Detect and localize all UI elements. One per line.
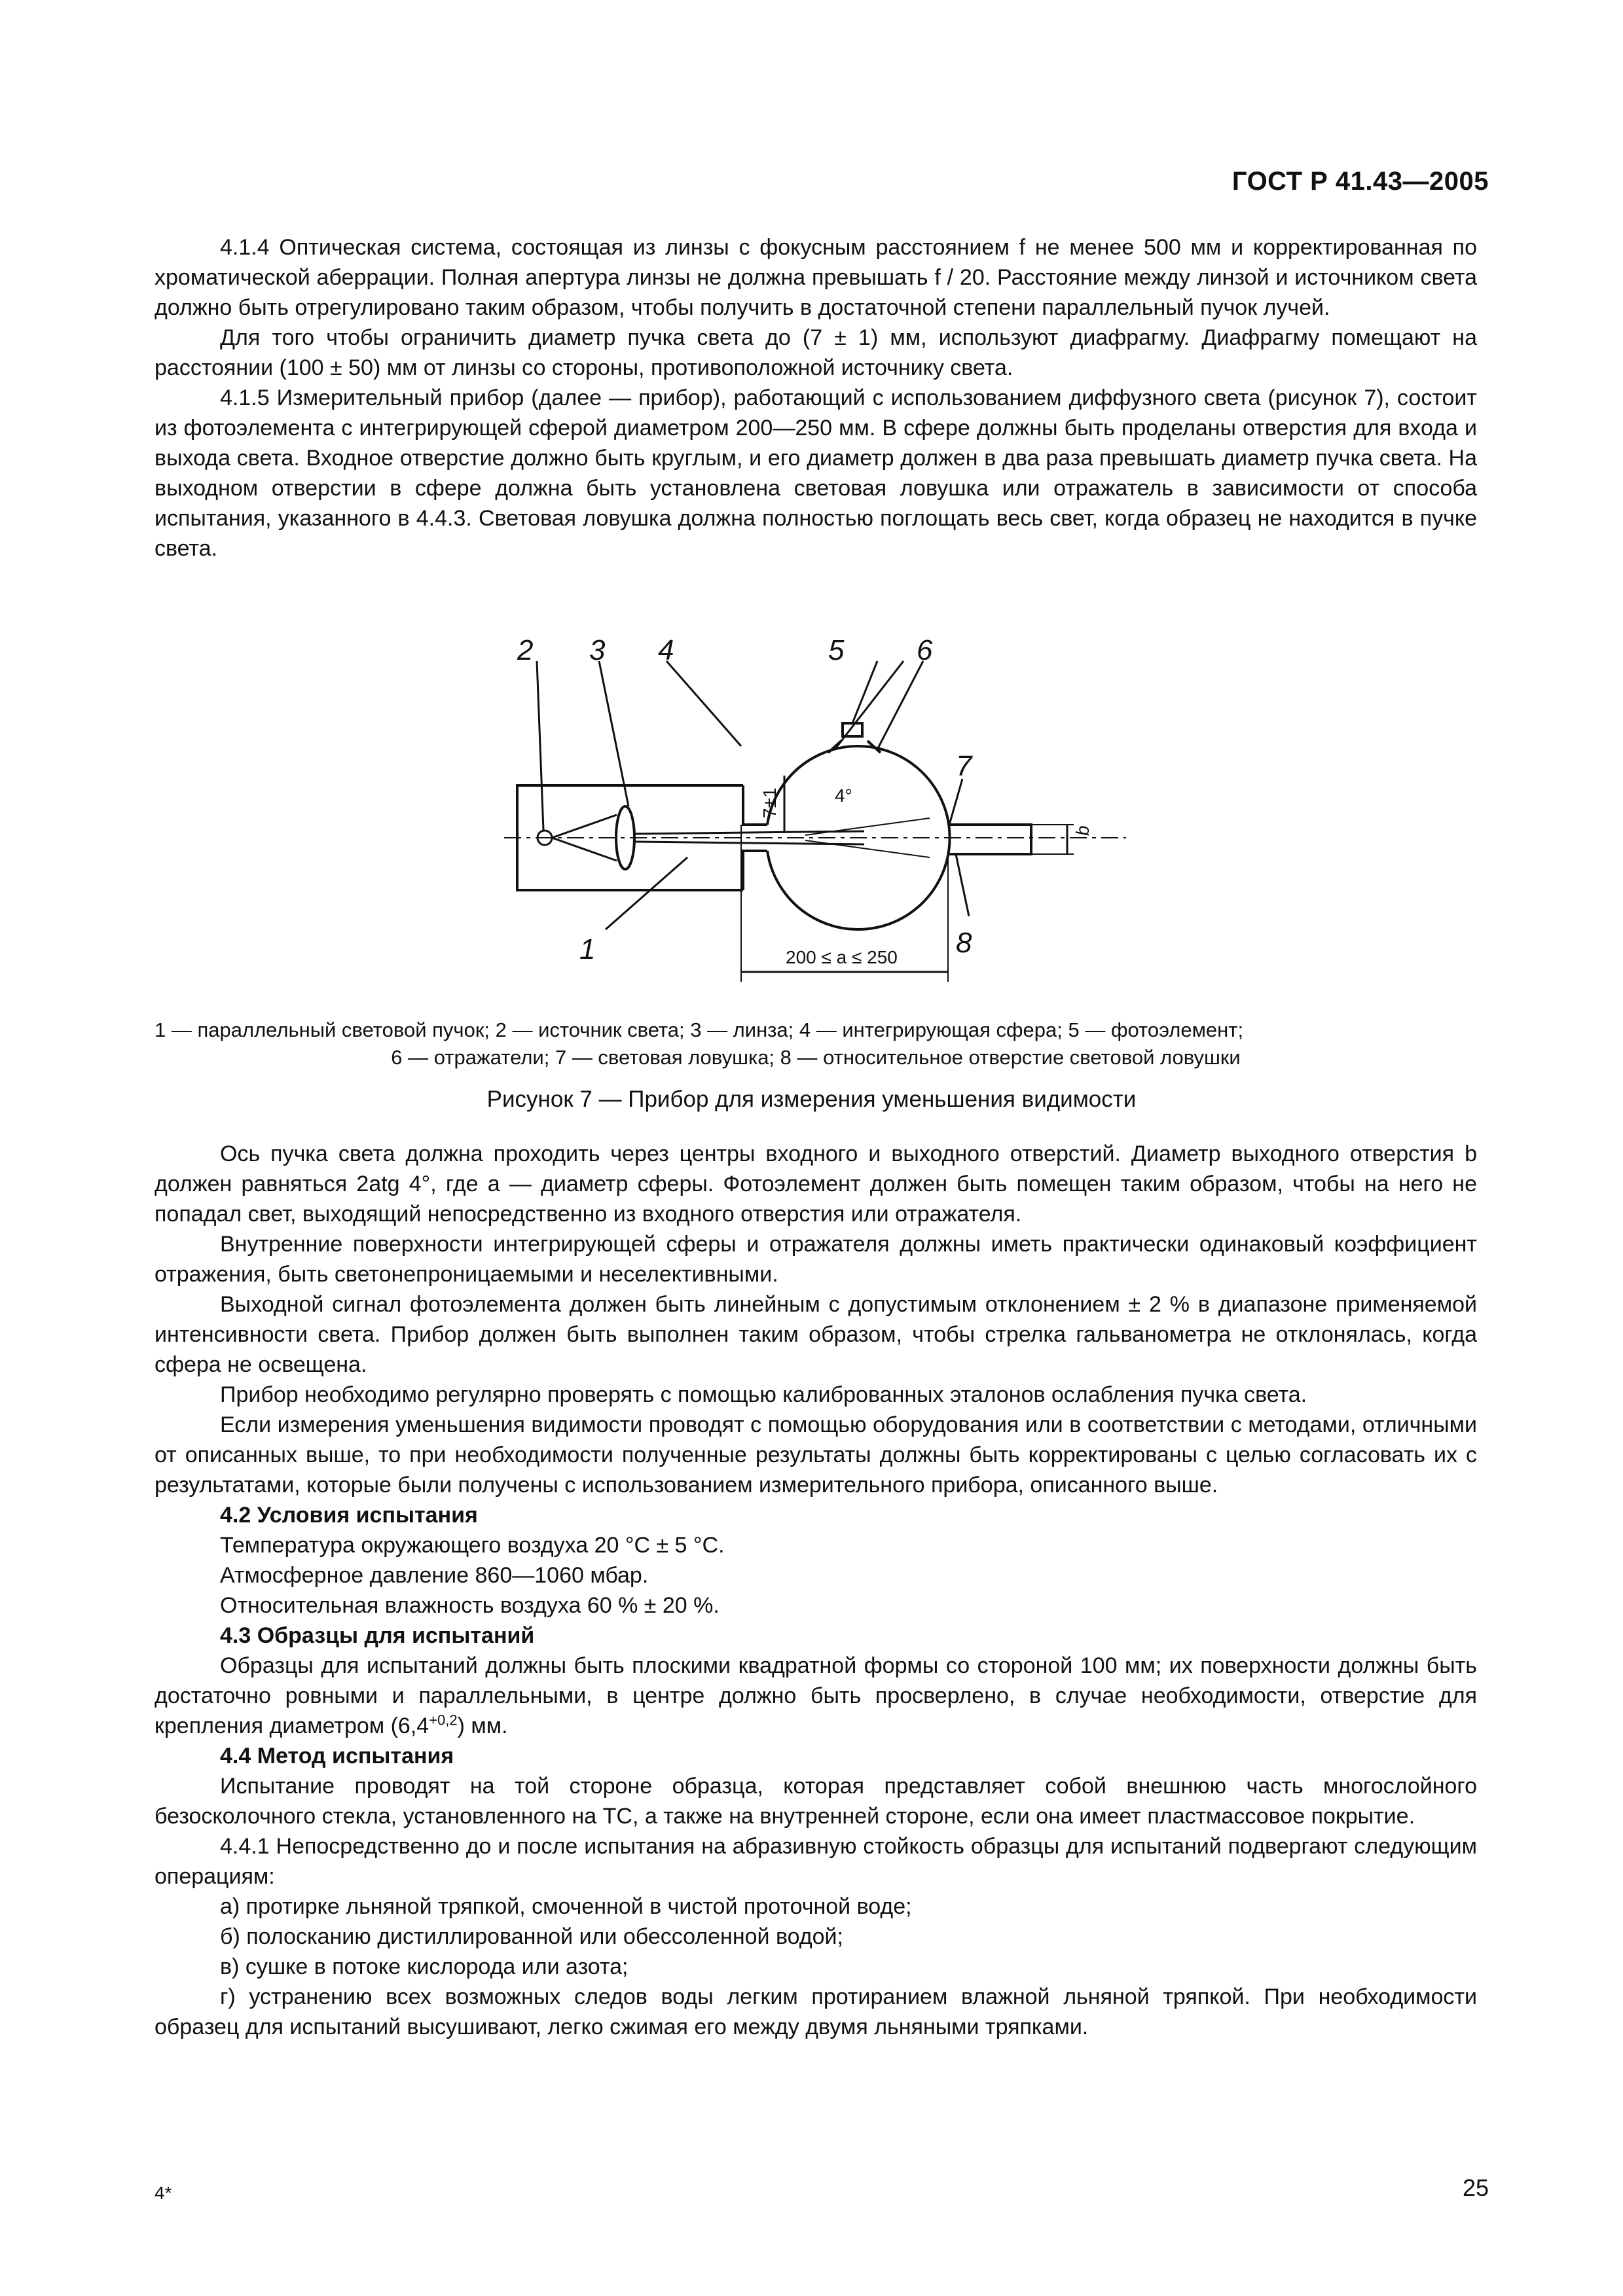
angle-label: 4° bbox=[835, 785, 852, 806]
figure-caption: Рисунок 7 — Прибор для измерения уменьшения видимости bbox=[486, 1086, 1137, 1112]
sheet-mark: 4* bbox=[155, 2183, 172, 2203]
condition-temperature: Температура окружающего воздуха 20 °С ± 5 °С. bbox=[220, 1533, 725, 1558]
standard-header: ГОСТ Р 41.43—2005 bbox=[1231, 167, 1489, 196]
beam-ray-bottom bbox=[552, 838, 617, 861]
angle-line-1 bbox=[805, 818, 930, 835]
paragraph-4-4-1: 4.4.1 Непосредственно до и после испытания на абразивную стойкость образцы для испытаний подвергают следующим операциям: bbox=[155, 1834, 1477, 1889]
leader-6a bbox=[835, 661, 903, 749]
figure-7-diagram bbox=[498, 628, 1126, 995]
label-2: 2 bbox=[517, 634, 534, 666]
bottom-text-block bbox=[155, 1139, 1477, 2042]
aperture-label: 7±1 bbox=[759, 787, 780, 818]
label-4: 4 bbox=[658, 634, 674, 666]
paragraph-samples: Образцы для испытаний должны быть плоскими квадратной формы со стороной 100 мм; их поверхности должны быть достаточно ровными и параллельными, в центре должно быть просверлено, в случае необходимости, отверстие для крепления диаметром $(6,4^{+0,2})$ мм. bbox=[155, 1653, 1477, 1738]
angle-line-2 bbox=[805, 840, 930, 857]
label-7: 7 bbox=[956, 750, 972, 782]
list-item-b: б) полосканию дистиллированной или обессоленной водой; bbox=[220, 1924, 843, 1949]
leader-6b bbox=[877, 661, 923, 749]
label-1: 1 bbox=[579, 933, 596, 965]
condition-pressure: Атмосферное давление 860—1060 мбар. bbox=[220, 1563, 649, 1588]
legend-line-1: 1 — параллельный световой пучок; 2 — источник света; 3 — линза; 4 — интегрирующая сфера; 5 — фотоэлемент; bbox=[155, 1018, 1244, 1041]
figure-legend bbox=[155, 1016, 1477, 1071]
page-number: 25 bbox=[1462, 2174, 1489, 2201]
label-3: 3 bbox=[589, 634, 606, 666]
heading-4-4: 4.4 Метод испытания bbox=[220, 1744, 454, 1768]
b-label: b bbox=[1072, 825, 1093, 836]
light-trap-tube bbox=[948, 825, 1031, 854]
entrance-tube-bottom bbox=[743, 851, 767, 890]
leader-7 bbox=[949, 779, 962, 825]
list-item-a: а) протирке льняной тряпкой, смоченной в чистой проточной воде; bbox=[220, 1894, 912, 1919]
label-5: 5 bbox=[828, 634, 845, 666]
paragraph-diaphragm: Для того чтобы ограничить диаметр пучка света до (7 ± 1) мм, используют диафрагму. Диафрагму помещают на расстоянии (100 ± 50) мм от линзы со стороны, противоположной источнику света. bbox=[155, 325, 1477, 380]
leader-1 bbox=[606, 857, 687, 929]
beam-ray-top bbox=[552, 815, 617, 838]
paragraph-beam-axis: Ось пучка света должна проходить через центры входного и выходного отверстий. Диаметр выходного отверстия b должен равняться 2atg 4°, где a — диаметр сферы. Фотоэлемент должен быть помещен таким образом, чтобы на него не попадал свет, выходящий непосредственно из входного отверстия или отражателя. bbox=[155, 1141, 1477, 1227]
condition-humidity: Относительная влажность воздуха 60 % ± 20 %. bbox=[220, 1593, 720, 1618]
top-text-block bbox=[155, 232, 1477, 564]
paragraph-output-signal: Выходной сигнал фотоэлемента должен быть линейным с допустимым отклонением ± 2 % в диапазоне применяемой интенсивности света. Прибор должен быть выполнен таким образом, чтобы стрелка гальванометра не отклонялась, когда сфера не освещена. bbox=[155, 1292, 1477, 1377]
heading-4-3: 4.3 Образцы для испытаний bbox=[220, 1623, 535, 1648]
list-item-c: в) сушке в потоке кислорода или азота; bbox=[220, 1954, 629, 1979]
leader-4 bbox=[666, 661, 741, 746]
paragraph-4-1-4: 4.1.4 Оптическая система, состоящая из линзы с фокусным расстоянием f не менее 500 мм и корректированная по хроматической аберрации. Полная апертура линзы не должна превышать f / 20. Расстояние между линзой и источником света должно быть отрегулировано таким образом, чтобы получить в достаточной степени параллельный пучок лучей. bbox=[155, 235, 1477, 320]
leader-5 bbox=[852, 661, 877, 723]
paragraph-alt-methods: Если измерения уменьшения видимости проводят с помощью оборудования или в соответствии с методами, отличными от описанных выше, то при необходимости полученные результаты должны быть корректированы с целью согласовать их с результатами, которые были получены с использованием измерительного прибора, описанного выше. bbox=[155, 1412, 1477, 1498]
heading-4-2: 4.2 Условия испытания bbox=[220, 1503, 478, 1528]
label-6: 6 bbox=[917, 634, 933, 666]
paragraph-calibration: Прибор необходимо регулярно проверять с помощью калиброванных эталонов ослабления пучка света. bbox=[220, 1382, 1307, 1407]
paragraph-4-1-5: 4.1.5 Измерительный прибор (далее — прибор), работающий с использованием диффузного света (рисунок 7), состоит из фотоэлемента с интегрирующей сферой диаметром 200—250 мм. В сфере должны быть проделаны отверстия для входа и выхода света. Входное отверстие должно быть круглым, и его диаметр должен в два раза превышать диаметр пучка света. На выходном отверстии в сфере должна быть установлена световая ловушка или отражатель в зависимости от способа испытания, указанного в 4.4.3. Световая ловушка должна полностью поглощать весь свет, когда образец не находится в пучке света. bbox=[155, 386, 1477, 561]
label-8: 8 bbox=[956, 927, 972, 959]
leader-8 bbox=[956, 854, 969, 916]
leader-2 bbox=[537, 661, 543, 830]
dimension-a-label: 200 ≤ a ≤ 250 bbox=[786, 947, 898, 967]
paragraph-surfaces: Внутренние поверхности интегрирующей сферы и отражателя должны иметь практически одинаковый коэффициент отражения, быть светонепроницаемыми и неселективными. bbox=[155, 1232, 1477, 1287]
paragraph-test-side: Испытание проводят на той стороне образца, которая представляет собой внешнюю часть многослойного безосколочного стекла, установленного на ТС, а также на внутренней стороне, если она имеет пластмассовое покрытие. bbox=[155, 1774, 1477, 1829]
legend-line-2: 6 — отражатели; 7 — световая ловушка; 8 — относительное отверстие световой ловушки bbox=[391, 1046, 1241, 1069]
list-item-d: г) устранению всех возможных следов воды легким протиранием влажной льняной тряпкой. При необходимости образец для испытаний высушивают, легко сжимая его между двумя льняными тряпками. bbox=[155, 1984, 1477, 2039]
